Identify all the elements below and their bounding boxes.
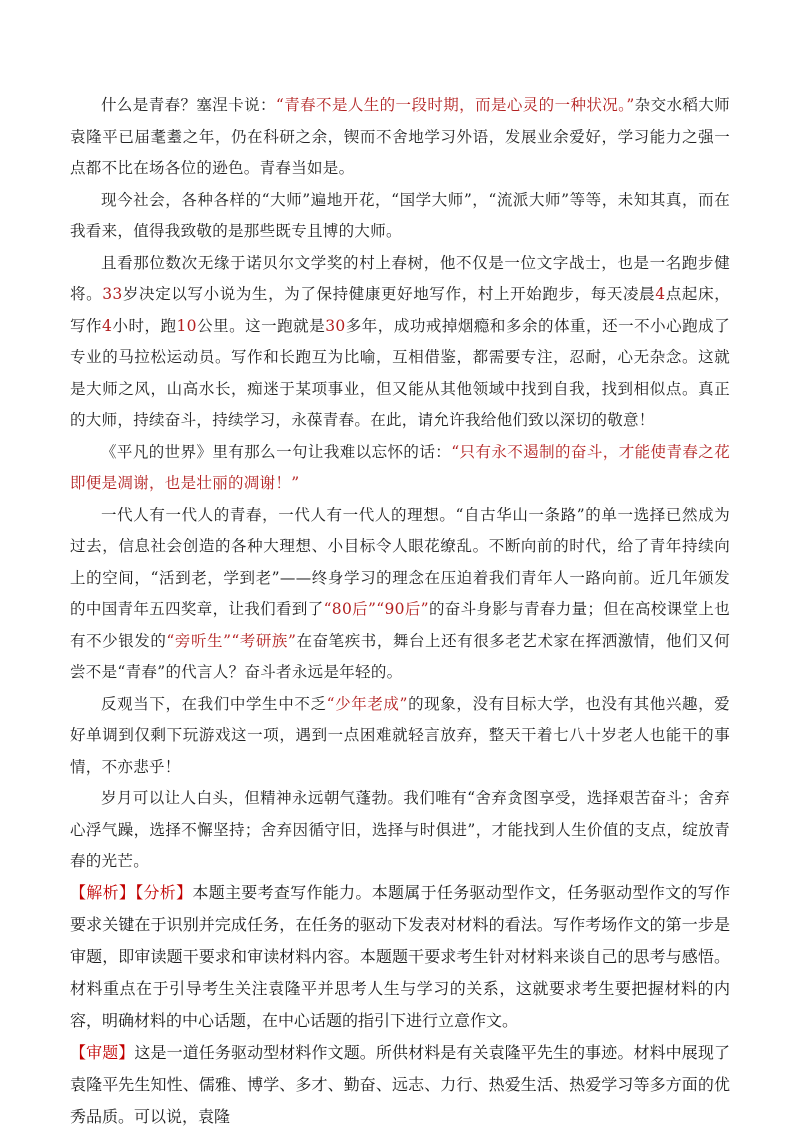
review-text: 这是一道任务驱动型材料作文题。所供材料是有关袁隆平先生的事迹。材料中展现了袁隆平先生知性、儒雅、博学、多才、勤奋、远志、力行、热爱生活、热爱学习等多方面的优秀品质。可以说，袁隆 xyxy=(70,1044,730,1126)
essay-paragraph-1 xyxy=(70,90,730,185)
text: 的奋斗身影与青春力量；但在高校课堂上也有不少银发的 xyxy=(70,600,730,650)
quote: “只有永不遏制的奋斗，才能使青春之花即便是凋谢，也是壮丽的凋谢！” xyxy=(70,442,731,492)
essay-paragraph-6 xyxy=(70,689,730,784)
essay-paragraph-2: 现今社会，各种各样的“大师”遍地开花，“国学大师”，“流派大师”等等，未知其真，而在我看来，值得我致敬的是那些既专且博的大师。 xyxy=(70,190,730,240)
number: 4 xyxy=(655,285,666,303)
essay-paragraph-4 xyxy=(70,437,730,500)
text: 反观当下，在我们中学生中不乏 xyxy=(101,694,327,713)
text: 什么是青春？塞涅卡说： xyxy=(101,96,276,114)
text: 一代人有一代人的青春，一代人有一代人的理想。“自古华山一条路”的单一选择已然成为过去，信息社会创造的各种大理想、小目标令人眼花缭乱。不断向前的时代，给了青年持续向上的空间，“活到老，学到老”——终身学习的理念在压迫着我们青年人一路向前。近几年颁发的中国青年五四奖章，让我们看到了 xyxy=(70,505,730,618)
text: 杂交水稻大师袁隆 xyxy=(70,96,730,146)
highlight: “80后”“90后” xyxy=(323,600,429,618)
essay-paragraph-5 xyxy=(70,500,730,689)
review-section xyxy=(70,1038,730,1134)
analysis-tag: 【解析】 xyxy=(70,884,136,902)
text: 岁决定以写小说为生，为了保持健康更好地写作，村上开始跑步，每天凌晨 xyxy=(122,285,656,303)
analysis-section xyxy=(70,878,730,1038)
number: 33 xyxy=(102,285,123,303)
quote: “青春不是人生的一段时期，而是心灵的一种状况。” xyxy=(275,96,635,114)
text: 平已届耄耋之年，仍在科研之余，锲而不舍地学习外语，发展业余爱好，学习能力之强一点都不比在场各位的逊色。青春当如是。 xyxy=(70,127,730,177)
highlight: “少年老成” xyxy=(326,694,408,713)
number: 10 xyxy=(176,316,197,335)
text: 在奋笔疾书，舞台上还有很多老艺术家在挥洒激情，他们又何尝不是“青春”的代言人？奋斗者永远是年轻的。 xyxy=(70,631,730,681)
text: 点起床，写作 xyxy=(70,285,730,335)
text: 公里。这一跑就是 xyxy=(196,316,326,335)
fenxi-tag: 【分析】 xyxy=(135,884,193,902)
text: 的现象，没有目标大学，也没有其他兴趣，爱好单调到仅剩下玩游戏这一项，遇到一点困难就轻言放弃，整天干着七八十岁老人也能干的事情，不亦悲乎！ xyxy=(70,694,730,776)
essay-paragraph-3 xyxy=(70,248,730,437)
text: 多年，成功戒掉烟瘾和多余的体重，还一不小心跑成了专业的马拉松运动员。写作和长跑互为比喻，互相借鉴，都需要专注，忍耐，心无杂念。这就是大师之风，山高水长，痴迷于某项事业，但又能从其他领域中找到自我，找到相似点。真正的大师，持续奋斗，持续学习，永葆青春。在此，请允许我给他们致以深切的敬意！ xyxy=(70,316,730,429)
essay-paragraph-7: 岁月可以让人白头，但精神永远朝气蓬勃。我们唯有“舍弃贪图享受，选择艰苦奋斗；舍弃心浮气躁，选择不懈坚持；舍弃因循守旧，选择与时俱进”，才能找到人生价值的支点，绽放青春的光芒。 xyxy=(70,789,730,870)
text: 且看那位数次无缘于诺贝尔文学奖的村上春树，他不仅是一位文字战士，也是一名跑步健将。 xyxy=(70,253,730,303)
document-page xyxy=(70,90,730,1134)
analysis-text: 本题主要考查写作能力。本题属于任务驱动型作文，任务驱动型作文的写作要求关键在于识别并完成任务，在任务的驱动下发表对材料的看法。写作考场作文的第一步是审题，即审读题干要求和审读材料内容。本题题干要求考生针对材料来谈自己的思考与感悟。材料重点在于引导考生关注袁隆平并思考人生与学习的关系，这就要求考生要把握材料的内容，明确材料的中心话题，在中心话题的指引下进行立意作文。 xyxy=(70,884,730,1030)
number: 4 xyxy=(102,316,113,335)
highlight: “旁听生”“考研族” xyxy=(166,631,297,650)
review-tag: 【审题】 xyxy=(70,1044,135,1062)
text: 小时，跑 xyxy=(112,316,177,335)
number: 30 xyxy=(325,316,346,335)
text: 《平凡的世界》里有那么一句让我难以忘怀的话： xyxy=(101,442,452,461)
